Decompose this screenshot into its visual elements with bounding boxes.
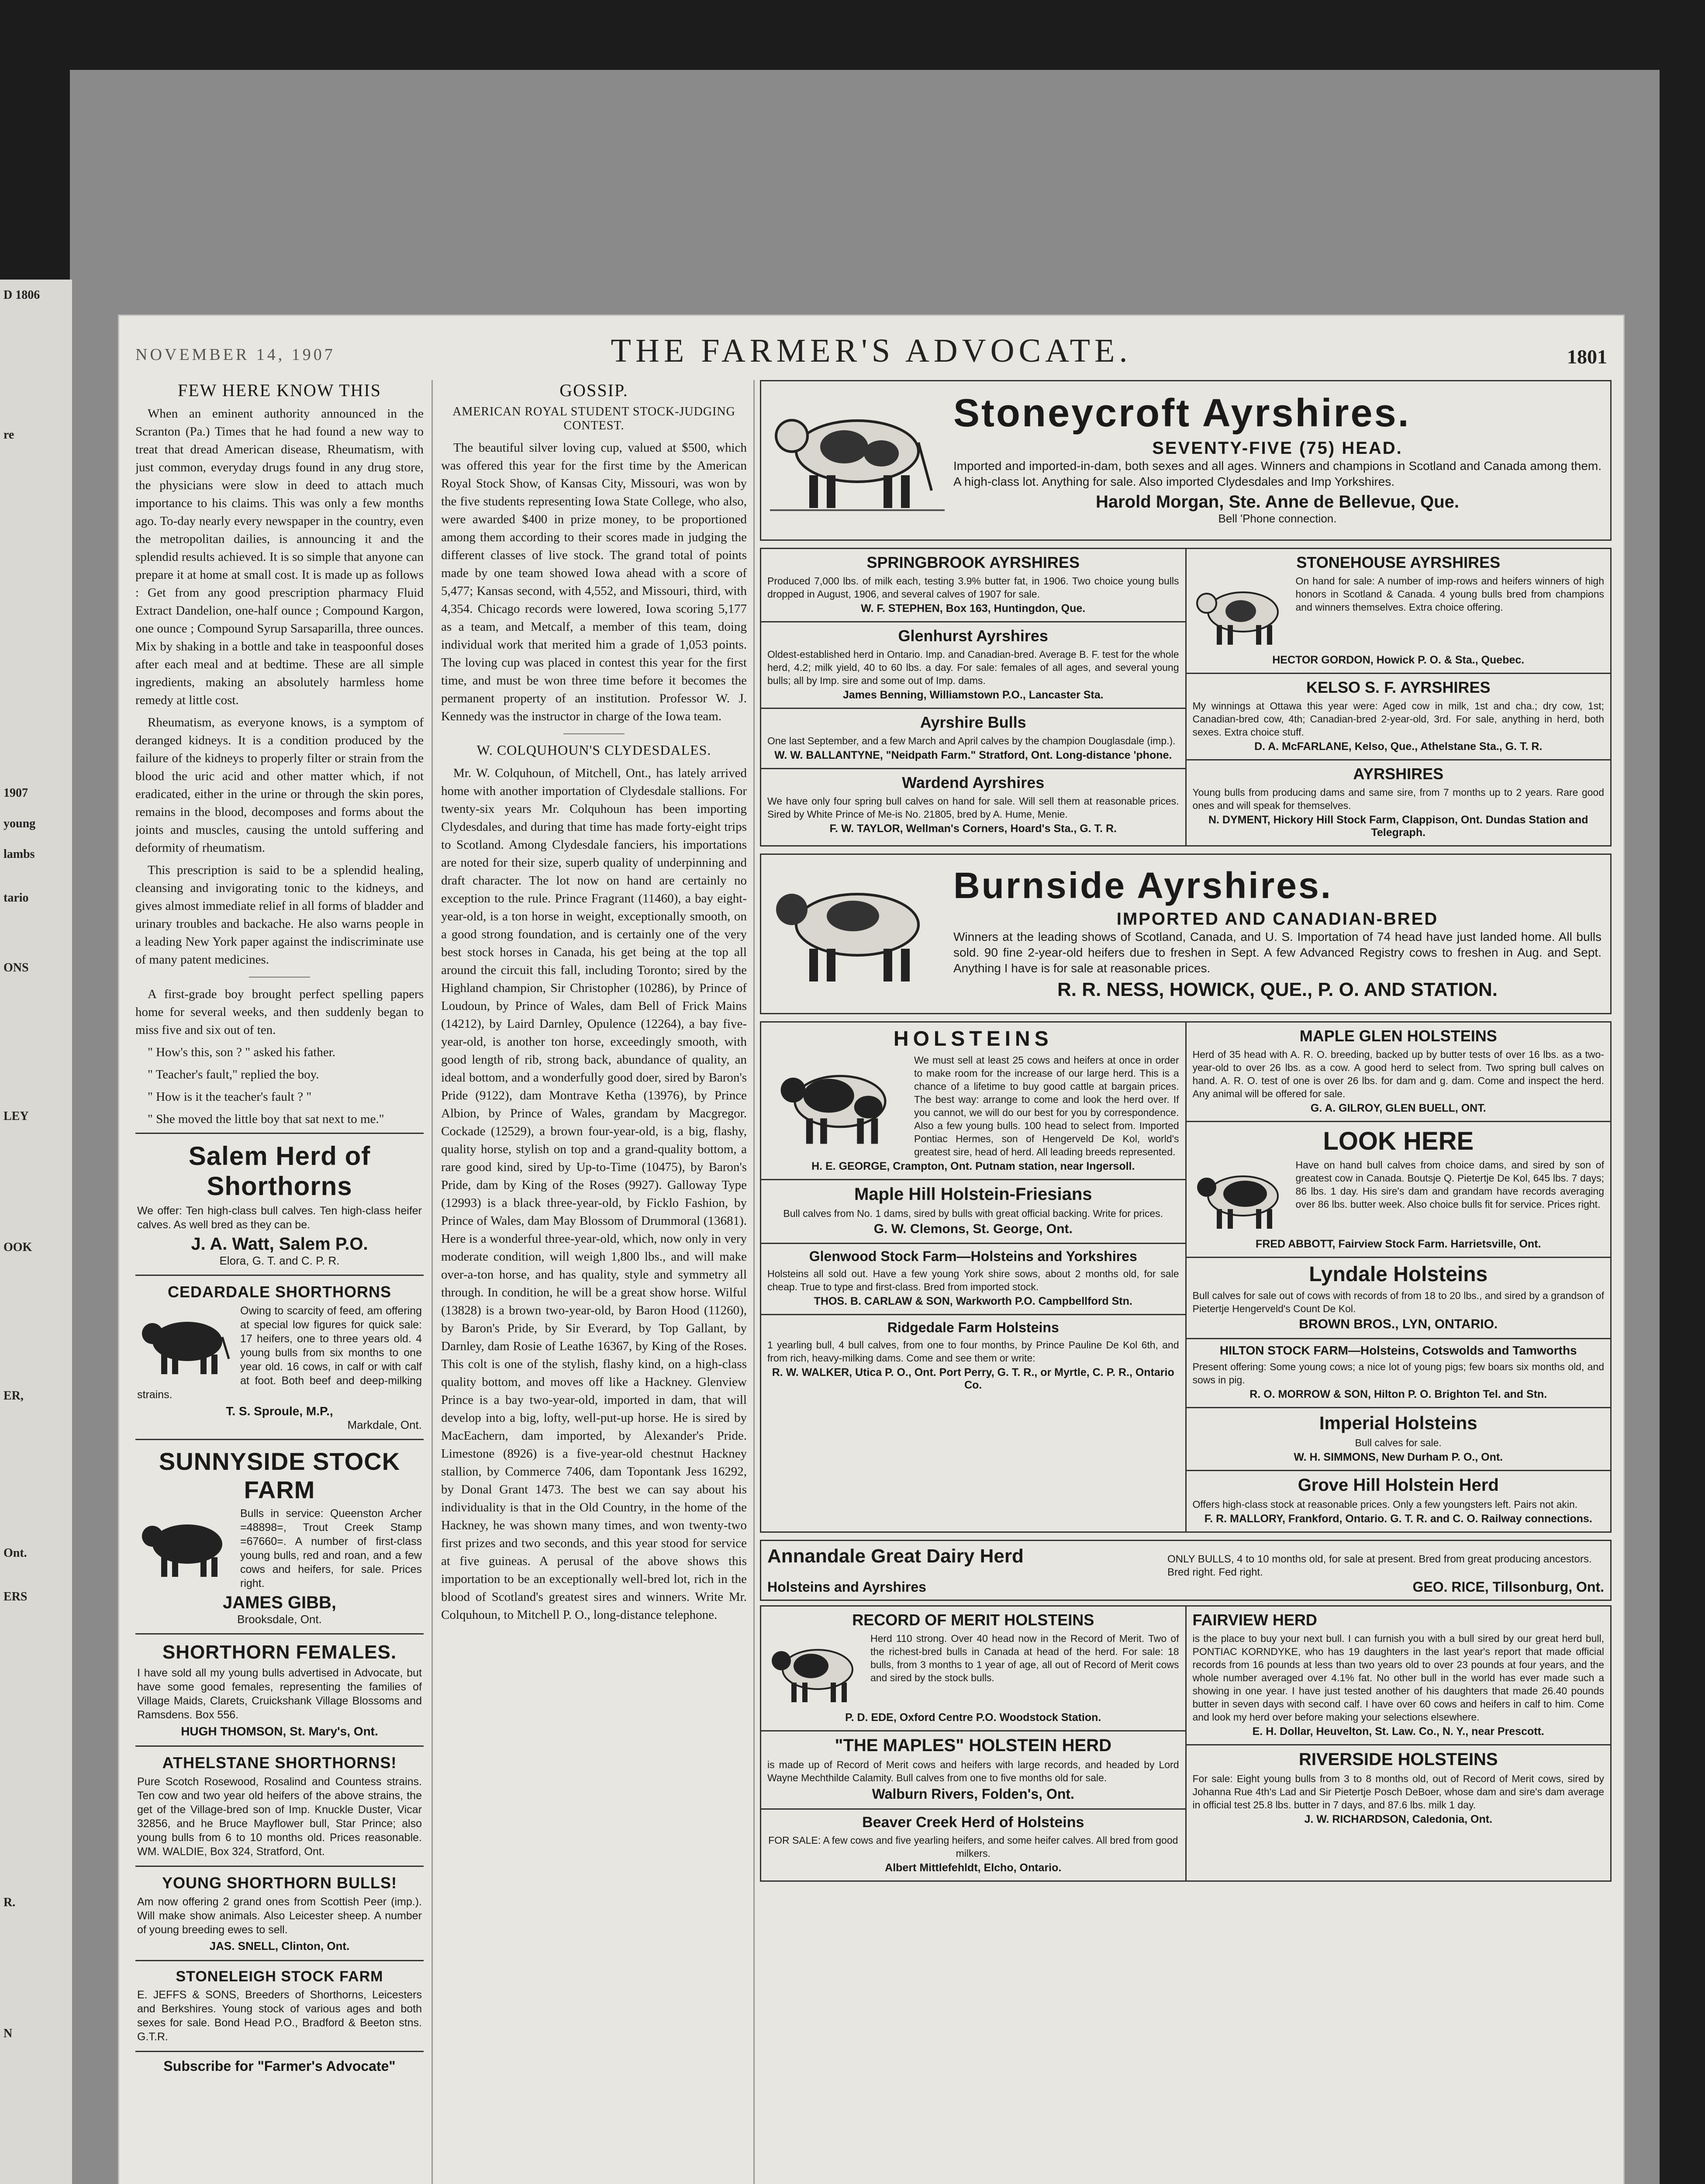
ad-title: LOOK HERE — [1323, 1127, 1474, 1155]
holstein-ad-grid — [760, 1021, 1612, 1533]
fragment-line: lambs — [3, 847, 35, 861]
ad-ridgedale — [761, 1315, 1185, 1398]
ad-lyndale — [1187, 1258, 1611, 1339]
ad-title: Ridgedale Farm Holsteins — [887, 1320, 1059, 1335]
cow-illustration — [770, 394, 945, 517]
fragment-line: Ont. — [3, 1546, 27, 1560]
ad-sunnyside — [135, 1440, 424, 1635]
ad-title: ATHELSTANE SHORTHORNS! — [162, 1754, 397, 1772]
cow-illustration — [1193, 577, 1289, 651]
ad-burnside — [760, 854, 1612, 1014]
ad-ayrshire-bulls — [761, 709, 1185, 769]
anecdote-paragraph: " She moved the little boy that sat next to me." — [148, 1112, 384, 1126]
ad-annandale — [760, 1540, 1612, 1601]
cow-illustration — [770, 868, 945, 990]
separator — [249, 977, 310, 978]
article-paragraph: When an eminent authority announced in the Scranton (Pa.) Times that he had found a new way to treat that dread American disease, Rheumatism, with just common, everyday drugs found in any drug store, the physicians were slow in deed to attach much importance to his claims. This was only a few months ago. To-day nearly every newspaper in the country, even the metropolitan dailies, is announcing it and the splendid results achieved. It is so simple that anyone can prepare it at home at small cost. It is made up as follows : Get from any good prescription pharmacy Fluid Extract Dandelion, one-half ounce ; Compound Kargon, one ounce ; Compound Syrup Sarsaparilla, three ounces. Mix by shaking in a bottle and take in teaspoonful doses after each meal and at bedtime. These are all simple ingredients, making an absolutely harmless home remedy at little cost. — [135, 407, 424, 707]
ad-kelso — [1187, 674, 1611, 760]
ad-title: Stoneycroft Ayrshires. — [953, 391, 1411, 435]
ad-body: Offers high-class stock at reasonable prices. Only a few youngsters left. Pairs not akin. — [1192, 1499, 1578, 1510]
ad-grove-hill — [1187, 1471, 1611, 1531]
ad-signature: W. W. BALLANTYNE, "Neidpath Farm." Stratford, Ont. Long-distance 'phone. — [774, 749, 1172, 761]
ad-dyment-ayrshires — [1187, 760, 1611, 845]
ad-body: is the place to buy your next bull. I can furnish you with a bull sired by our great herd bull, PONTIAC KORNDYKE, who has 19 daughters in the last year's report that made official records from 16 pounds at less than two years old to over 23 pounds at four years, and the whole number averaged over 4.1% fat. No other bull in the world has ever made such a showing in one year. I have just tested another of his daughters that made 26.40 pounds butter in seven days with second calf. I have over 60 cows and heifers in calf to him. Come and look my herd over before making your selections elsewhere. — [1192, 1633, 1604, 1723]
ad-signature: F. R. MALLORY, Frankford, Ontario. G. T. R. and C. O. Railway connections. — [1204, 1513, 1592, 1525]
ad-body: Bull calves for sale out of cows with records of from 18 to 20 lbs., and sired by a grandson of Pietertje Hengerveld's Count De Kol. — [1192, 1290, 1604, 1314]
ad-title: CEDARDALE SHORTHORNS — [167, 1283, 391, 1301]
ad-athelstane — [135, 1747, 424, 1867]
ad-body: ONLY BULLS, 4 to 10 months old, for sale at present. Bred from great producing ancestors. Bred right. Fed right. — [1167, 1553, 1592, 1578]
ad-body: Am now offering 2 grand ones from Scottish Peer (imp.). Will make show animals. Also Leicester sheep. A number of young breeding ewes to sell. — [137, 1896, 422, 1936]
ad-body: E. JEFFS & SONS, Breeders of Shorthorns, Leicesters and Berkshires. Young stock of various ages and both sexes for sale. Bond Head P.O., Bradford & Beeton stns. G.T.R. — [137, 1989, 422, 2043]
ad-title: Burnside Ayrshires. — [953, 865, 1333, 906]
cow-illustration — [767, 1635, 863, 1709]
ad-body: Have on hand bull calves from choice dams, and sired by son of greatest cow in Canada. Boutsje Q. Pietertje De Kol, 645 lbs. 7 days; 86 lbs. 1 day. His sire's dam and grandam have records averaging over 86 lbs. butter week. Also choice bulls fit for service. Prices right. — [1295, 1159, 1604, 1210]
ad-body: Produced 7,000 lbs. of milk each, testing 3.9% butter fat, in 1906. Two choice young bulls dropped in August, 1906, and several calves of 1907 for sale. — [767, 575, 1179, 600]
ad-title: Salem Herd of Shorthorns — [188, 1141, 371, 1201]
ad-title: SPRINGBROOK AYRSHIRES — [866, 553, 1080, 571]
anecdote-paragraph: " Teacher's fault," replied the boy. — [148, 1068, 319, 1082]
ad-signature: THOS. B. CARLAW & SON, Warkworth P.O. Campbellford Stn. — [814, 1295, 1132, 1307]
holstein-ads-left — [761, 1023, 1187, 1531]
ad-title: SHORTHORN FEMALES. — [162, 1641, 397, 1663]
ad-title: "THE MAPLES" HOLSTEIN HERD — [835, 1736, 1111, 1755]
fragment-line: ER, — [3, 1389, 24, 1403]
ad-signature: JAMES GIBB, — [222, 1593, 337, 1612]
ad-signature: D. A. McFARLANE, Kelso, Que., Athelstane Sta., G. T. R. — [1254, 740, 1543, 753]
ad-wardend — [761, 769, 1185, 841]
ad-signature: F. W. TAYLOR, Wellman's Corners, Hoard's Sta., G. T. R. — [829, 822, 1117, 835]
ad-title: HILTON STOCK FARM—Holsteins, Cotswolds and Tamworths — [1219, 1344, 1577, 1357]
anecdote-paragraph: A first-grade boy brought perfect spelling papers home for several weeks, and then suddenly began to miss five and six out of ten. — [135, 987, 424, 1037]
fragment-line: N — [3, 2027, 13, 2040]
ad-glenwood — [761, 1244, 1185, 1315]
ad-signature: FRED ABBOTT, Fairview Stock Farm. Harrietsville, Ont. — [1256, 1238, 1541, 1250]
ayrshire-ads-left — [761, 549, 1187, 845]
ad-body: Holsteins all sold out. Have a few young York shire sows, about 2 months old, for sale cheap. True to type and first-class. Bred from imported stock. — [767, 1268, 1179, 1292]
ad-body: 1 yearling bull, 4 bull calves, from one to four months, by Prince Pauline De Kol 6th, and from rich, heavy-milking dams. Come and see them or write: — [767, 1339, 1179, 1364]
ad-body: We have only four spring bull calves on hand for sale. Will sell them at reasonable prices. Sired by White Prince of Me-is No. 21805, bred by A. Hume, Menie. — [767, 795, 1179, 820]
cow-illustration — [767, 1056, 907, 1152]
ad-phone-note: Bell 'Phone connection. — [1218, 512, 1337, 525]
ad-springbrook — [761, 549, 1185, 622]
ad-title: STONELEIGH STOCK FARM — [176, 1968, 383, 1985]
ad-salem — [135, 1133, 424, 1276]
holstein-ads-right — [1187, 1023, 1611, 1531]
ad-stoneycroft — [760, 380, 1612, 541]
ad-title: MAPLE GLEN HOLSTEINS — [1299, 1027, 1497, 1045]
ad-glenhurst — [761, 622, 1185, 709]
ad-body: I have sold all my young bulls advertised in Advocate, but have some good females, representing the families of Village Maids, Clarets, Cruickshank Village Blossoms and Ramsdens. Box 556. — [137, 1667, 422, 1721]
ad-holsteins-george — [761, 1023, 1185, 1180]
ad-signature: T. S. Sproule, M.P., — [226, 1404, 333, 1418]
ad-stoneleigh — [135, 1961, 424, 2052]
ad-title: KELSO S. F. AYRSHIRES — [1306, 678, 1491, 696]
ad-body: One last September, and a few March and April calves by the champion Douglasdale (imp.). — [767, 735, 1176, 746]
cow-illustration — [1193, 1161, 1289, 1235]
merit-ads-right — [1187, 1607, 1611, 1880]
ad-signature: HECTOR GORDON, Howick P. O. & Sta., Quebec. — [1272, 654, 1525, 666]
ad-body: Present offering: Some young cows; a nice lot of young pigs; few boars six months old, and sows in pig. — [1192, 1361, 1604, 1386]
ad-body: is made up of Record of Merit cows and heifers with large records, and headed by Lord Wayne Mechthilde Calamity. Bull calves from one to five months old for sale. — [767, 1759, 1179, 1783]
ad-title: Glenwood Stock Farm—Holsteins and Yorkshires — [809, 1248, 1137, 1264]
ad-signature: E. H. Dollar, Heuvelton, St. Law. Co., N. Y., near Prescott. — [1252, 1725, 1544, 1738]
ad-title: Annandale Great Dairy Herd — [767, 1545, 1024, 1567]
ad-cedardale — [135, 1276, 424, 1440]
ad-signature: R. O. MORROW & SON, Hilton P. O. Brighton Tel. and Stn. — [1249, 1388, 1547, 1400]
ad-body: Herd of 35 head with A. R. O. breeding, backed up by butter tests of over 16 lbs. as a two-year-old to over 26 lbs. as a cow. A good herd to select from. Two spring bull calves on hand. A. R. O. test of one is over 26 lbs. for dam and g. dam. Come and inspect the herd. Any animal will be offered for sale. — [1192, 1049, 1604, 1099]
article-heading: FEW HERE KNOW THIS — [178, 380, 381, 400]
ad-body: Bulls in service: Queenston Archer =48898=, Trout Creek Stamp =67660=. A number of first-class young bulls, red and roan, and a few cows and heifers, for sale. Prices right. — [240, 1507, 422, 1590]
column-3-advertisements — [760, 380, 1612, 2184]
ad-title: RECORD OF MERIT HOLSTEINS — [852, 1611, 1094, 1629]
ad-station: Markdale, Ont. — [347, 1418, 422, 1431]
ad-record-of-merit — [761, 1607, 1185, 1731]
ad-title: Lyndale Holsteins — [1309, 1263, 1488, 1286]
merit-ads-left — [761, 1607, 1187, 1880]
ad-shorthorn-females — [135, 1635, 424, 1747]
fragment-line: 1907 — [3, 786, 28, 800]
ad-station: Elora, G. T. and C. P. R. — [219, 1254, 340, 1267]
adjacent-page-fragment — [0, 280, 72, 2184]
fragment-line: young — [3, 817, 36, 830]
ad-title: Maple Hill Holstein-Friesians — [854, 1185, 1092, 1204]
ad-stonehouse — [1187, 549, 1611, 674]
ad-the-maples — [761, 1731, 1185, 1810]
ad-signature: N. DYMENT, Hickory Hill Stock Farm, Clappison, Ont. Dundas Station and Telegraph. — [1208, 814, 1588, 839]
fragment-line: R. — [3, 1896, 16, 1909]
section-heading: GOSSIP. — [559, 380, 628, 400]
fragment-line: LEY — [3, 1109, 29, 1123]
separator — [563, 733, 625, 734]
article-heading: W. COLQUHOUN'S CLYDESDALES. — [476, 742, 711, 758]
ad-title: AYRSHIRES — [1353, 765, 1444, 783]
ad-fairview — [1187, 1607, 1611, 1745]
ad-subtitle: IMPORTED AND CANADIAN-BRED — [1116, 909, 1439, 929]
article-paragraph: Rheumatism, as everyone knows, is a symptom of deranged kidneys. It is a condition produced by the failure of the kidneys to properly filter or strain from the blood the uric acid and other matter which, if not eradicated, either in the urine or through the skin pores, remains in the blood, decomposes and forms about the joints and muscles, causing the untold suffering and deformity of rheumatism. — [135, 715, 424, 855]
ad-riverside — [1187, 1745, 1611, 1832]
ad-signature: J. W. RICHARDSON, Caledonia, Ont. — [1304, 1813, 1493, 1825]
ad-body: For sale: Eight young bulls from 3 to 8 months old, out of Record of Merit cows, sired by Johanna Rue 4th's Lad and Sir Pietertje Posch DeBoer, whose dam and sire's dam average in official test 25.8 lbs. butter in 7 days, and 87.6 lbs. milk 1 day. — [1192, 1773, 1604, 1811]
fragment-line: re — [3, 428, 14, 442]
fragment-line: ERS — [3, 1590, 28, 1603]
ad-maple-glen — [1187, 1023, 1611, 1122]
ad-body: We offer: Ten high-class bull calves. Ten high-class heifer calves. As well bred as they can be. — [137, 1205, 422, 1231]
ad-title: STONEHOUSE AYRSHIRES — [1296, 553, 1501, 571]
ad-signature: G. W. Clemons, St. George, Ont. — [873, 1222, 1073, 1236]
ad-subtitle: Holsteins and Ayrshires — [767, 1579, 926, 1595]
masthead: THE FARMER'S ADVOCATE. — [611, 332, 1132, 369]
ayrshire-ad-grid — [760, 548, 1612, 847]
ad-hilton — [1187, 1339, 1611, 1408]
ad-title: RIVERSIDE HOLSTEINS — [1298, 1750, 1498, 1769]
ad-signature: W. F. STEPHEN, Box 163, Huntingdon, Que. — [861, 602, 1086, 615]
column-rule — [431, 380, 433, 2184]
ad-maple-hill — [761, 1180, 1185, 1244]
fragment-line: D 1806 — [3, 288, 40, 302]
record-of-merit-ad-grid — [760, 1605, 1612, 1882]
ad-station: Brooksdale, Ont. — [237, 1613, 322, 1626]
ad-look-here — [1187, 1122, 1611, 1258]
ad-title: HOLSTEINS — [893, 1027, 1053, 1051]
ad-signature: H. E. GEORGE, Crampton, Ont. Putnam station, near Ingersoll. — [811, 1160, 1135, 1172]
newspaper-page — [118, 314, 1625, 2184]
article-paragraph: The beautiful silver loving cup, valued at $500, which was offered this year for the first time by the American Royal Stock Show, of Kansas City, Missouri, was won by the five students representing Iowa State College, who also, were awarded $400 in prize money, to be proportioned among them according to their scores made in judging the different classes of live stock. The grand total of points made by one team showed Iowa ahead with a score of 5,477; Kansas second, with 4,552, and Missouri, third, with 4,354. Chicago records were lowered, Iowa scoring 5,177 as a team, and Metcalf, a member of this team, doing individual work that merited him a grade of 1,053 points. The loving cup was placed in contest this year for the first time, and must be won three time before it becomes the permanent property of an institution. Professor W. J. Kennedy was the instructor in charge of the Iowa team. — [441, 441, 747, 723]
ad-body: My winnings at Ottawa this year were: Aged cow in milk, 1st and cha.; dry cow, 1st; Canadian-bred cow, 4th; Canadian-bred 2-year-old, 3rd. For sale, anything in herd, both sexes. Extra choice stuff. — [1192, 700, 1604, 738]
column-1 — [135, 380, 424, 2184]
article-subheading: AMERICAN ROYAL STUDENT STOCK-JUDGING CONTEST. — [452, 405, 735, 432]
subscribe-footer: Subscribe for "Farmer's Advocate" — [163, 2058, 396, 2074]
ad-beaver-creek — [761, 1810, 1185, 1880]
ad-signature: JAS. SNELL, Clinton, Ont. — [209, 1939, 350, 1952]
ad-body: Young bulls from producing dams and same sire, from 7 months up to 2 years. Rare good ones and will speak for themselves. — [1192, 787, 1604, 811]
ad-signature: G. A. GILROY, GLEN BUELL, ONT. — [1310, 1102, 1486, 1114]
ad-signature: Albert Mittlefehldt, Elcho, Ontario. — [885, 1862, 1062, 1874]
ad-signature: R. R. NESS, HOWICK, QUE., P. O. AND STATION. — [1057, 979, 1498, 1000]
ad-title: FAIRVIEW HERD — [1192, 1611, 1317, 1629]
ad-title: Imperial Holsteins — [1319, 1413, 1477, 1433]
fragment-line: ONS — [3, 961, 29, 975]
anecdote-paragraph: " How is it the teacher's fault ? " — [148, 1090, 312, 1104]
ad-signature: Harold Morgan, Ste. Anne de Bellevue, Que. — [1095, 492, 1459, 511]
ad-title: Beaver Creek Herd of Holsteins — [862, 1814, 1084, 1831]
ad-title: Wardend Ayrshires — [902, 774, 1045, 791]
ad-body: Winners at the leading shows of Scotland, Canada, and U. S. Importation of 74 head have just landed home. All bulls sold. 90 fine 2-year-old heifers due to freshen in Sept. A few Advanced Registry cows to freshen in Aug. and Sept. Anything I have is for sale at reasonable prices. — [953, 930, 1601, 975]
ad-signature: BROWN BROS., LYN, ONTARIO. — [1299, 1317, 1498, 1331]
ad-signature: J. A. Watt, Salem P.O. — [191, 1234, 368, 1254]
ad-signature: James Benning, Williamstown P.O., Lancaster Sta. — [842, 689, 1104, 701]
ayrshire-ads-right — [1187, 549, 1611, 845]
bull-illustration — [137, 1306, 233, 1381]
column-rule — [753, 380, 755, 2184]
ad-title: Ayrshire Bulls — [920, 713, 1026, 731]
ad-body: We must sell at least 25 cows and heifers at once in order to make room for the increase of our large herd. This is a chance of a lifetime to buy good cattle at bargain prices. The best way: arrange to come and look the herd over. If you cannot, we will do our best for you by correspondence. Also a few young bulls. 100 head to select from. Imported Pontiac Hermes, son of Hengerveld De Kol, world's greatest sire, head of herd. All leading breeds represented. — [914, 1054, 1179, 1158]
ad-body: FOR SALE: A few cows and five yearling heifers, and some heifer calves. All bred from good milkers. — [768, 1835, 1178, 1859]
column-2 — [441, 380, 747, 2184]
ad-body: Herd 110 strong. Over 40 head now in the Record of Merit. Two of the richest-bred bulls in Canada at head of the herd. For sale: 18 bulls, from 3 months to 1 year of age, all out of Record of Merit cows and sired by the stock bulls. — [870, 1633, 1179, 1683]
ad-title: YOUNG SHORTHORN BULLS! — [162, 1874, 397, 1892]
ad-body: Bull calves from No. 1 dams, sired by bulls with great official backing. Write for prices. — [783, 1208, 1163, 1219]
fragment-line: OOK — [3, 1241, 32, 1254]
ad-body: Imported and imported-in-dam, both sexes and all ages. Winners and champions in Scotland and Canada among them. A high-class lot. Anything for sale. Also imported Clydesdales and Imp Yorkshires. — [953, 459, 1601, 488]
article-paragraph: This prescription is said to be a splendid healing, cleansing and invigorating tonic to the kidneys, and gives almost immediate relief in all forms of bladder and urinary troubles and backache. He also warns people in a leading New York paper against the indiscriminate use of many patent medicines. — [135, 863, 424, 967]
ad-signature: GEO. RICE, Tillsonburg, Ont. — [1412, 1579, 1604, 1595]
ad-signature: P. D. EDE, Oxford Centre P.O. Woodstock Station. — [845, 1711, 1101, 1724]
ad-body: Pure Scotch Rosewood, Rosalind and Countess strains. Ten cow and two year old heifers of the above strains, the get of the Village-bred son of Imp. Knuckle Duster, Vicar 32856, and he Bruce Mayflower bull, Star Prince; also young bulls from 6 to 10 months old. Prices reasonable. WM. WALDIE, Box 324, Stratford, Ont. — [137, 1776, 422, 1858]
ad-signature: Walburn Rivers, Folden's, Ont. — [872, 1786, 1074, 1802]
ad-signature: R. W. WALKER, Utica P. O., Ont. Port Perry, G. T. R., or Myrtle, C. P. R., Ontario Co. — [772, 1366, 1174, 1391]
ad-body: Oldest-established herd in Ontario. Imp. and Canadian-bred. Average B. F. test for the whole herd, 4.2; milk yield, 40 to 60 lbs. a day. For sale: females of all ages, and several young bulls; all by Imp. sire and some out of Imp. dams. — [767, 649, 1179, 686]
ad-title: Glenhurst Ayrshires — [898, 627, 1048, 645]
page-number: 1801 — [1567, 346, 1607, 368]
ad-title: Grove Hill Holstein Herd — [1298, 1476, 1499, 1495]
fragment-line: tario — [3, 891, 29, 905]
ad-body: Owing to scarcity of feed, am offering at special low figures for quick sale: 17 heifers, one to three years old. 4 young bulls from six months to one year old. 16 cows, in calf or with calf at foot. Both beef and deep-milking strains. — [137, 1305, 422, 1401]
ad-signature: W. H. SIMMONS, New Durham P. O., Ont. — [1294, 1451, 1503, 1463]
ad-imperial — [1187, 1408, 1611, 1471]
article-paragraph: Mr. W. Colquhoun, of Mitchell, Ont., has lately arrived home with another importation of Clydesdale stallions. For twenty-six years Mr. Colquhoun has been importing Clydesdales, and during that time has made forty-eight trips to Scotland. Among Clydesdale fanciers, his importations are noted for their size, superb quality of underpinning and draft character. The lot now on hand are certainly no exception to the rule. Prince Fragrant (11460), a bay eight-year-old, is a ton horse in weight, exceptionally smooth, on a good strong foundation, and is certainly one of the very best stock horses in Canada, his get being at the top all around the circuit this fall, including Toronto; sired by the Highland champion, Sir Christopher (10286), by Prince of Loudoun, by Prince of Wales, dam Bell of Frick Mains (14212), by Laird Darnley, Opulence (12264), a bay five-year-old, is another ton horse, exceedingly smooth, with good length of rib, strong back, abundance of quality, an ideal bottom, and a wonderfully good doer, sired by Baron's Pride (9122), dam Montrave Ketha (13976), by Prince Albion, by Prince of Wales, grandam by Macgregor. Cockade (12529), a brown four-year-old, is a big, flashy, quality horse, stylish on top and a grand-quality bottom, a rare good kind, sired by Up-to-Time (10475), by Baron's Pride, dam by King of the Roses (9927). Galloway Type (12993) is a black three-year-old, by Ficklo Fashion, by Prince of Wales, dam May Blossom of Drummoral (13681). Here is a wonderful three-year-old, which, now only in very moderate condition, will weigh 1,800 lbs., and will make over-a-ton horse, and has quality, style and symmetry all through. In condition, he will be a great show horse. Wilful (13828) is a brown two-year-old, by Baron Hood (11260), by Baron's Pride, by Sir Everard, by Top Gallant, by Darnley, dam Rosie of Leathe 16367, by King of the Roses. This colt is one of the stylish, flashy kind, on a high-class quality bottom, and moves off like a Hackney. Glenview Prince is a bay two-year-old, imported in dam, that will develop into a big, lofty, well-put-up horse. He is sired by MacEachern, dam imported, by Alexander's Pride. Limestone (8926) is a five-year-old chestnut Hackney stallion, by Commerce 7406, dam Topontank Jess 16292, by Donal Grant 1473. The best we can say about his individuality is that in the Old Country, in the home of the Hackney, he was shown many times, and won twenty-two first prizes and two seconds, and this year stood for service at five guineas. A perusal of the above shows this importation to be an exceptionally well-bred lot, rich in the blood of Scotland's greatest sires and winners. Write Mr. Colquhoun, to Mitchell P. O., long-distance telephone. — [441, 766, 747, 1622]
page-header — [135, 332, 1607, 371]
issue-date: NOVEMBER 14, 1907 — [135, 346, 335, 364]
ad-title: SUNNYSIDE STOCK FARM — [159, 1448, 400, 1503]
ad-body: Bull calves for sale. — [1355, 1437, 1442, 1448]
ad-body: On hand for sale: A number of imp-rows and heifers winners of high honors in Scotland & Canada. 4 young bulls bred from champions and winners themselves. Extra choice offering. — [1295, 575, 1604, 613]
ad-young-shorthorn-bulls — [135, 1867, 424, 1961]
ad-signature: HUGH THOMSON, St. Mary's, Ont. — [181, 1724, 378, 1738]
anecdote-paragraph: " How's this, son ? " asked his father. — [148, 1045, 336, 1059]
ad-subtitle: SEVENTY-FIVE (75) HEAD. — [1152, 439, 1403, 458]
bull-illustration — [137, 1509, 233, 1583]
